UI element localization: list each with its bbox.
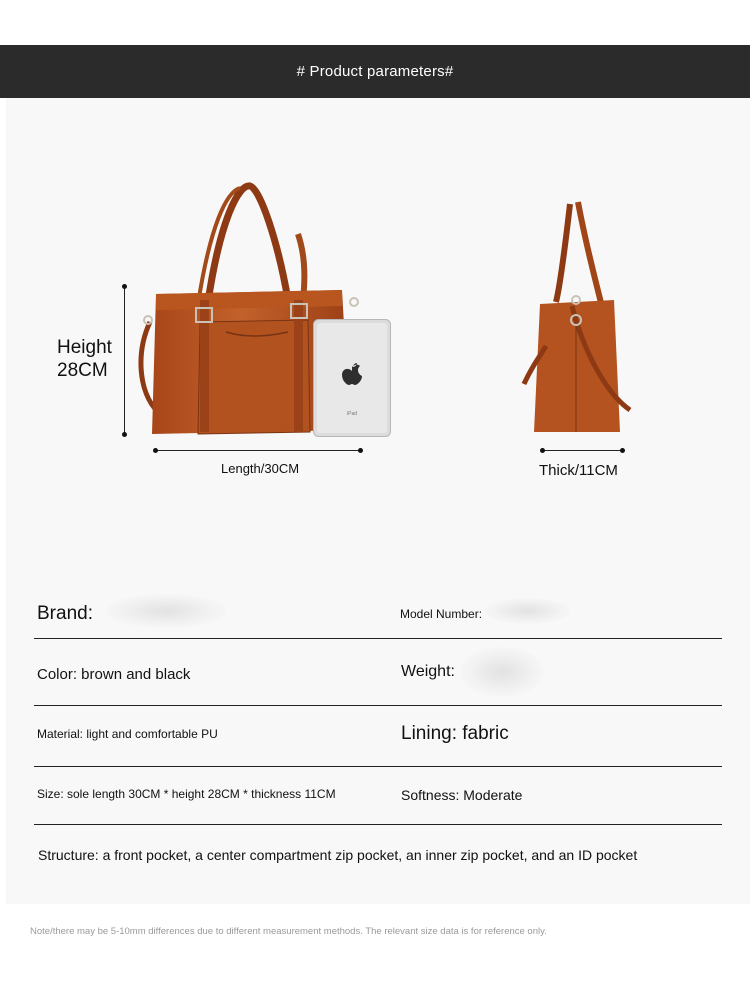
size-value: Size: sole length 30CM * height 28CM * thickness 11CM [37, 787, 336, 801]
model-number-label: Model Number: [400, 607, 483, 621]
weight-label: Weight: [401, 663, 455, 680]
length-dimension-left-dot [153, 448, 158, 453]
thick-dimension-right-dot [620, 448, 625, 453]
spec-row-size [34, 767, 722, 825]
length-label: Length/30CM [221, 461, 300, 476]
ipad-caption: iPad [347, 411, 358, 417]
height-dimension-top-dot [122, 284, 127, 289]
weight-value-redacted [460, 647, 544, 697]
model-number-value-redacted [484, 598, 570, 624]
brand-value-redacted [106, 594, 226, 628]
height-label: Height 28CM [57, 337, 112, 381]
length-dimension-right-dot [358, 448, 363, 453]
thick-label: Thick/11CM [539, 462, 618, 479]
spec-row-material [34, 706, 722, 767]
brand-label: Brand: [37, 603, 93, 624]
header-bar [0, 45, 750, 98]
color-value: Color: brown and black [37, 666, 191, 683]
spec-row-color [34, 639, 722, 706]
spec-row-brand [34, 588, 722, 639]
handbag-side-image [512, 196, 640, 436]
ipad-scale-reference [313, 319, 391, 437]
measurement-note: Note/there may be 5-10mm differences due to different measurement methods. The relevant size data is for reference only. [30, 926, 547, 937]
thick-dimension-line [542, 450, 623, 451]
material-value: Material: light and comfortable PU [37, 727, 218, 741]
softness-value: Softness: Moderate [401, 787, 523, 803]
thick-dimension-left-dot [540, 448, 545, 453]
height-dimension-bottom-dot [122, 432, 127, 437]
height-dimension-line [124, 287, 125, 434]
lining-value: Lining: fabric [401, 723, 509, 744]
length-dimension-line [156, 450, 361, 451]
header-title: # Product parameters# [296, 63, 454, 80]
structure-value: Structure: a front pocket, a center compartment zip pocket, an inner zip pocket, and an ID pocket [38, 847, 638, 863]
